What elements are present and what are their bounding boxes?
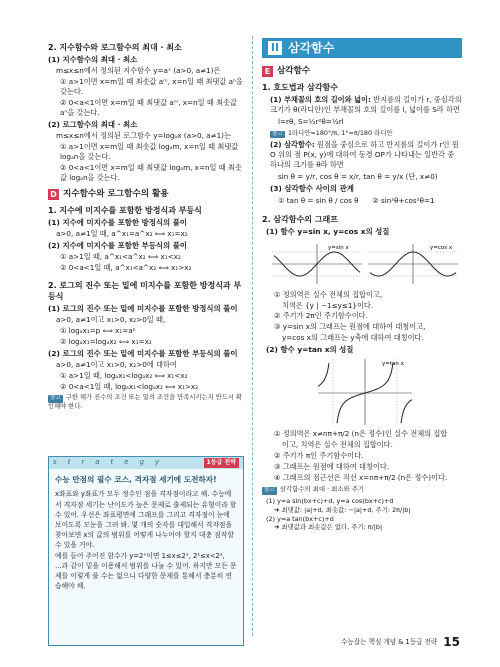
d2-title: 2. 로그의 진수 또는 밑에 미지수를 포함한 방정식과 부등식 bbox=[48, 280, 242, 302]
e2-1-item1: ① 정의역은 실수 전체의 집합이고, bbox=[274, 289, 383, 299]
e1-2-paragraph bbox=[270, 140, 462, 170]
sec2-1-item2: ② 0<a<1이면 x=m일 때 최댓값 aᵐ, x=n일 때 최솟값 aⁿ을 갖는다. bbox=[60, 98, 237, 117]
d1-2-item2: ② 0<a<1일 때, a^x₁<a^x₂ ⟺ x₁>x₂ bbox=[60, 263, 192, 273]
e1-2-formula: sin θ = y/r, cos θ = x/r, tan θ = y/x (단, x≠0) bbox=[278, 172, 438, 182]
d1-title: 1. 지수에 미지수를 포함한 방정식과 부등식 bbox=[48, 205, 202, 215]
d1-1-title: (1) 지수에 미지수를 포함한 방정식의 풀이 bbox=[48, 217, 187, 227]
strategy-bar bbox=[49, 457, 243, 469]
strategy-heading: 수능 만점의 필수 코스, 격자점 세기에 도전하자! bbox=[55, 475, 217, 484]
section-d-badge: D bbox=[48, 189, 59, 200]
tan-graph-label: y=tan x bbox=[382, 361, 404, 368]
d2-1-title: (1) 로그의 진수 또는 밑에 미지수를 포함한 방정식의 풀이 bbox=[48, 304, 238, 314]
e1-3-title: (3) 삼각함수 사이의 관계 bbox=[270, 184, 354, 194]
cos-graph bbox=[368, 244, 458, 284]
page-number: 15 bbox=[443, 635, 460, 649]
section-e-header bbox=[262, 66, 462, 78]
e1-1-body: 반지름의 길이가 r, 중심각의 크기가 θ(라디안)인 부채꼴의 호의 길이를 l, 넓이를 S라 하면 bbox=[270, 94, 462, 114]
e2-tip2: (2) y=a tan(bx+c)+d bbox=[266, 514, 334, 523]
e1-1-formula: l=rθ, S=½r²θ=½rl bbox=[278, 116, 344, 126]
chapter-roman-numeral: II bbox=[268, 41, 282, 55]
sin-graph bbox=[272, 244, 362, 284]
e2-tip1b: ➜ 최댓값: |a|+d, 최솟값: −|a|+d, 주기: 2π/|b| bbox=[274, 505, 411, 514]
page-footer bbox=[341, 634, 460, 651]
e1-2-title: (2) 삼각함수: bbox=[270, 140, 315, 150]
e2-tip-label: 참고 bbox=[264, 487, 275, 494]
d2-1-body: a>0, a≠1이고 x₁>0, x₂>0일 때, bbox=[56, 315, 166, 325]
strategy-badge: 1등급 전략 bbox=[204, 458, 239, 468]
sec2-1-intro: m≤x≤n에서 정의된 지수함수 y=aˣ (a>0, a≠1)은 bbox=[56, 66, 221, 76]
d2-1-item1: ① logₐx₁=p ⟺ x₁=aᵖ bbox=[60, 326, 136, 336]
e2-1-item1b: 치역은 {y | −1≤y≤1}이다. bbox=[282, 300, 374, 310]
e2-2-item1b: 이고, 치역은 실수 전체의 집합이다. bbox=[282, 440, 393, 450]
e2-1-item2: ② 주기가 2π인 주기함수이다. bbox=[274, 311, 368, 321]
tip-note bbox=[48, 394, 244, 411]
tan-graph bbox=[270, 357, 460, 427]
tip-label: 참고 bbox=[50, 395, 61, 402]
e2-tip1: (1) y=a sin(bx+c)+d, y=a cos(bx+c)+d bbox=[266, 496, 394, 505]
section-d-header bbox=[48, 189, 244, 201]
footer-text: 수능잡는 핵심 개념 & 1등급 전략 bbox=[341, 637, 438, 646]
sec2-2-intro: m≤x≤n에서 정의된 로그함수 y=logₐx (a>0, a≠1)는 bbox=[56, 131, 231, 141]
e2-2-item2: ② 주기가 π인 주기함수이다. bbox=[274, 451, 364, 461]
strategy-box bbox=[48, 456, 244, 646]
chapter-title: 삼각함수 bbox=[288, 40, 335, 55]
sin-cos-graphs bbox=[270, 240, 460, 288]
d2-2-item2: ② 0<a<1일 때, logₐx₁<logₐx₂ ⟺ x₁>x₂ bbox=[60, 382, 199, 392]
d1-2-item1: ① a>1일 때, a^x₁<a^x₂ ⟺ x₁<x₂ bbox=[60, 252, 181, 262]
d1-2-title: (2) 지수에 미지수를 포함한 부등식의 풀이 bbox=[48, 240, 187, 250]
e2-2-item1: ① 정의역은 x≠nπ+π/2 (n은 정수)인 실수 전체의 집합 bbox=[274, 429, 448, 439]
e2-tip-title: 삼각함수의 최대 · 최소와 주기 bbox=[279, 485, 365, 494]
e1-3-formulas bbox=[278, 196, 462, 206]
sec2-1-title: (1) 지수함수의 최대 · 최소 bbox=[48, 55, 138, 65]
e2-2-item3: ③ 그래프는 원점에 대하여 대칭이다. bbox=[274, 462, 390, 472]
d2-2-body: a>0, a≠1이고 x₁>0, x₂>0에 대하여 bbox=[56, 360, 177, 370]
e2-2-title: (2) 함수 y=tan x의 성질 bbox=[266, 345, 354, 355]
strategy-letters: strategy bbox=[53, 458, 171, 467]
e1-3-formula2: ② sin²θ+cos²θ=1 bbox=[372, 196, 435, 206]
e1-1-tip bbox=[270, 129, 462, 139]
e1-2-body: 원점을 중심으로 하고 반지름의 길이가 r인 원 O 위의 점 P(x, y)에 대하여 동경 OP가 나타내는 일반각 중 하나의 크기를 θ라 하면 bbox=[270, 140, 459, 170]
sec2-2-item1: ① a>1이면 x=m일 때 최솟값 logₐm, x=n일 때 최댓값 logₐn을 갖는다. bbox=[60, 142, 239, 162]
e2-1-item3b: y=cos x의 그래프는 y축에 대하여 대칭이다. bbox=[282, 333, 424, 343]
sec2-2-title: (2) 로그함수의 최대 · 최소 bbox=[48, 119, 138, 129]
sec2-2-item2: ② 0<a<1이면 x=m일 때 최댓값 logₐm, x=n일 때 최솟값 logₐn을 갖는다. bbox=[60, 162, 242, 182]
left-column bbox=[48, 40, 244, 414]
strategy-closing: …과 같이 밑을 이용해서 범위를 나눌 수 있어. 하지만 모든 문제를 이렇게 풀 수는 없으니 다양한 문제를 통해서 충분히 연습해야 해. bbox=[55, 561, 237, 591]
e2-tip bbox=[262, 485, 462, 495]
chapter-title-band bbox=[262, 38, 462, 58]
d2-2-title: (2) 로그의 진수 또는 밑에 미지수를 포함한 부등식의 풀이 bbox=[48, 349, 238, 359]
e1-1-paragraph bbox=[270, 95, 462, 115]
e2-title: 2. 삼각함수의 그래프 bbox=[262, 215, 338, 225]
right-column bbox=[262, 66, 462, 532]
section-e-badge: E bbox=[262, 66, 273, 77]
sec2-1-item1: ① a>1이면 x=m일 때 최솟값 aᵐ, x=n일 때 최댓값 aⁿ을 갖는다. bbox=[60, 77, 243, 97]
section-d-title: 지수함수와 로그함수의 활용 bbox=[63, 188, 169, 199]
e1-1-tip-label: 참고 bbox=[272, 130, 283, 137]
column-divider bbox=[252, 36, 253, 636]
e1-3-formula1: ① tan θ = sin θ / cos θ bbox=[278, 196, 359, 206]
e1-1-tip-text: 1라디안=180°/π, 1°=π/180 라디안 bbox=[287, 128, 393, 137]
strategy-example: 예를 들어 주어진 함수가 y=2ˣ이면 1≤x≤2ˣ, 2¹≤x<2², bbox=[55, 551, 225, 560]
e2-1-title: (1) 함수 y=sin x, y=cos x의 성질 bbox=[266, 227, 390, 237]
e1-title: 1. 호도법과 삼각함수 bbox=[262, 82, 338, 92]
section-e-title: 삼각함수 bbox=[277, 66, 311, 76]
e1-1-title: (1) 부채꼴의 호의 길이와 넓이: bbox=[270, 94, 371, 104]
sin-graph-label: y=sin x bbox=[328, 244, 349, 251]
d1-1-body: a>0, a≠1일 때, a^x₁=a^x₂ ⟺ x₁=x₂ bbox=[56, 228, 188, 238]
d2-2-item1: ① a>1일 때, logₐx₁<logₐx₂ ⟺ x₁<x₂ bbox=[60, 371, 188, 381]
tip-text: 구한 해가 진수의 조건 또는 밑의 조건을 만족시키는지 반드시 확인해야 한다. bbox=[48, 394, 242, 410]
strategy-body: x좌표와 y좌표가 모두 정수인 점을 격자점이라고 해. 수능에서 격자점 세기는 난이도가 높은 문제로 출제되는 유형이라 할 수 있어. 우선은 좌표평면에 그래프를 그리고 격자점이 눈에 보이도록 모눈을 그려 봐. 몇 개의 숫자를 대입해서 격자점을 찾아보면 x의 값의 범위를 어떻게 나누어야 할지 대충 짐작할 수 있을 거야. bbox=[55, 490, 237, 550]
cos-graph-label: y=cos x bbox=[430, 244, 453, 251]
e2-1-item3: ③ y=sin x의 그래프는 원점에 대하여 대칭이고, bbox=[274, 322, 426, 332]
sec2-title: 2. 지수함수와 로그함수의 최대 · 최소 bbox=[48, 43, 182, 52]
e2-tip2b: ➜ 최댓값과 최솟값은 없다, 주기: π/|b| bbox=[274, 523, 383, 532]
d2-1-item2: ② logₐx₁=logₐx₂ ⟺ x₁=x₂ bbox=[60, 337, 152, 347]
e2-2-item4: ④ 그래프의 점근선은 직선 x=nπ+π/2 (n은 정수)이다. bbox=[274, 473, 448, 483]
